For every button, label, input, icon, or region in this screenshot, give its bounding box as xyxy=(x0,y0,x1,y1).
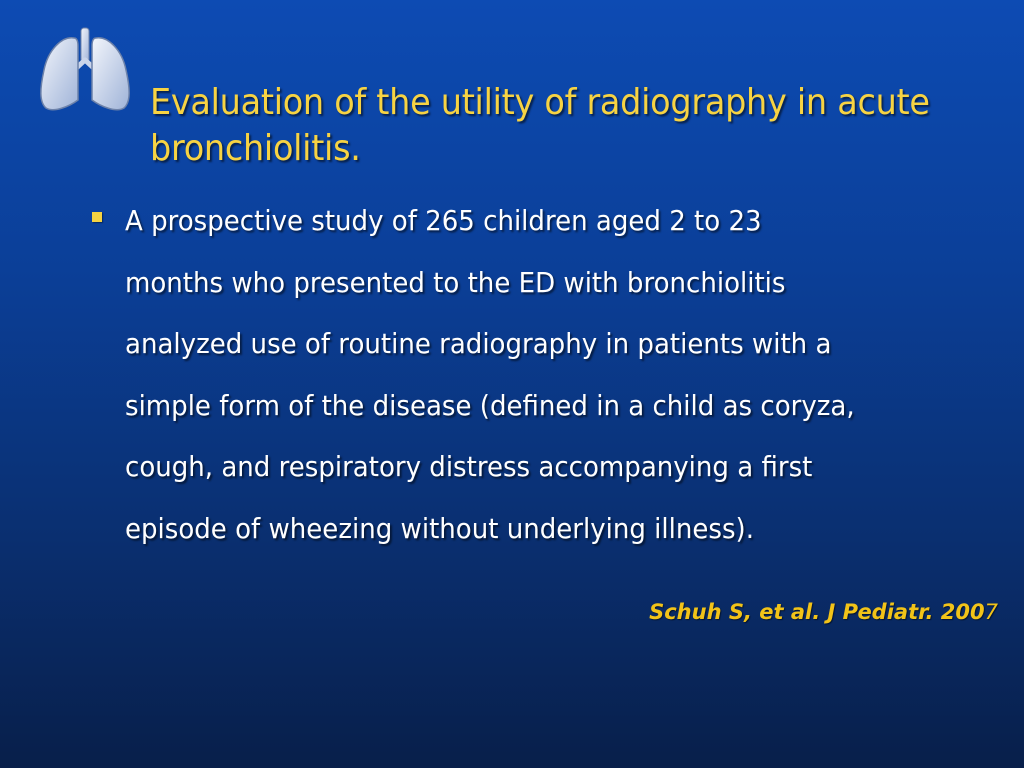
bullet-line: months who presented to the ED with bronchiolitis xyxy=(125,265,786,299)
bullet-square-icon xyxy=(92,212,102,222)
bullet-list xyxy=(92,190,982,559)
bullet-line: episode of wheezing without underlying illness). xyxy=(125,511,754,545)
list-item xyxy=(92,190,982,559)
title-line: Evaluation of the utility of radiography in acute xyxy=(150,82,930,123)
title-line: bronchiolitis. xyxy=(150,128,361,169)
bullet-line: analyzed use of routine radiography in patients with a xyxy=(125,327,832,360)
bullet-line: simple form of the disease (defined in a child as coryza, xyxy=(125,388,855,422)
citation-year-digit: 7 xyxy=(984,600,998,624)
bullet-line: cough, and respiratory distress accompanying a first xyxy=(125,450,813,483)
bullet-text xyxy=(125,190,981,559)
citation-main: Schuh S, et al. J Pediatr. 200 xyxy=(649,600,985,624)
bullet-line: A prospective study of 265 children aged 2 to 23 xyxy=(125,204,762,237)
citation xyxy=(649,600,998,624)
slide-title xyxy=(150,80,950,172)
lungs-icon xyxy=(36,26,134,114)
